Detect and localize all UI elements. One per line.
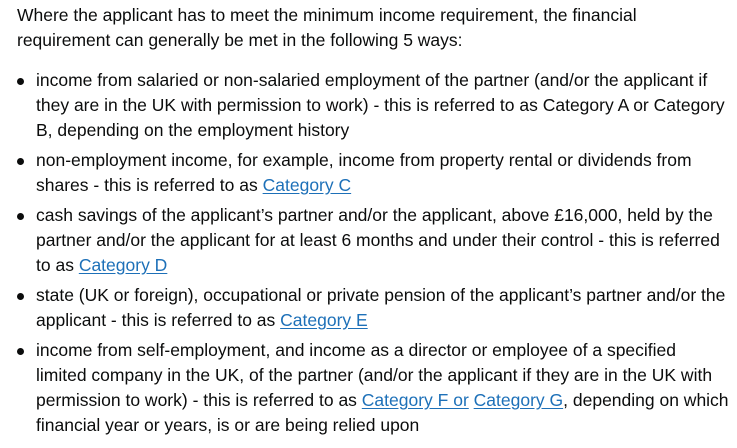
intro-paragraph: Where the applicant has to meet the minimum income requirement, the financial requirement can generally be met in the following 5 ways: (17, 5, 637, 50)
bullet-icon (17, 293, 24, 300)
list-item-category-f-g (17, 338, 729, 438)
category-c-link[interactable]: Category C (262, 175, 352, 195)
category-d-link[interactable]: Category D (78, 255, 168, 275)
list-item-text: income from self-employment, and income as a director or employee of a specified limited company in the UK, of the partner (and/or the applicant if they are in the UK with permission to work) - this is referred to as (36, 340, 713, 410)
bullet-icon (17, 348, 24, 355)
category-f-link[interactable]: Category F or (361, 390, 469, 410)
list-item-text: non-employment income, for example, income from property rental or dividends from shares - this is referred to as (36, 150, 692, 195)
category-e-link[interactable]: Category E (280, 310, 368, 330)
list-item-category-e (17, 283, 729, 333)
list-item-category-a-b (17, 68, 729, 143)
bullet-icon (17, 213, 24, 220)
financial-requirement-list (17, 68, 729, 438)
list-item-category-c (17, 148, 729, 198)
main-content (17, 3, 729, 443)
bullet-icon (17, 78, 24, 85)
bullet-icon (17, 158, 24, 165)
list-item-category-d (17, 203, 729, 278)
category-g-link[interactable]: Category G (473, 390, 564, 410)
list-item-text: cash savings of the applicant’s partner and/or the applicant, above £16,000, held by the partner and/or the applicant for at least 6 months and under their control - this is referred to as (36, 205, 720, 275)
list-item-text: income from salaried or non-salaried employment of the partner (and/or the applicant if they are in the UK with permission to work) - this is referred to as Category A or Category B, depending on the employment history (36, 70, 725, 140)
list-item-text: state (UK or foreign), occupational or private pension of the applicant’s partner and/or the applicant - this is referred to as (36, 285, 726, 330)
list-item-text-end: , depending on which financial year or years, is or are being relied upon (36, 390, 729, 435)
